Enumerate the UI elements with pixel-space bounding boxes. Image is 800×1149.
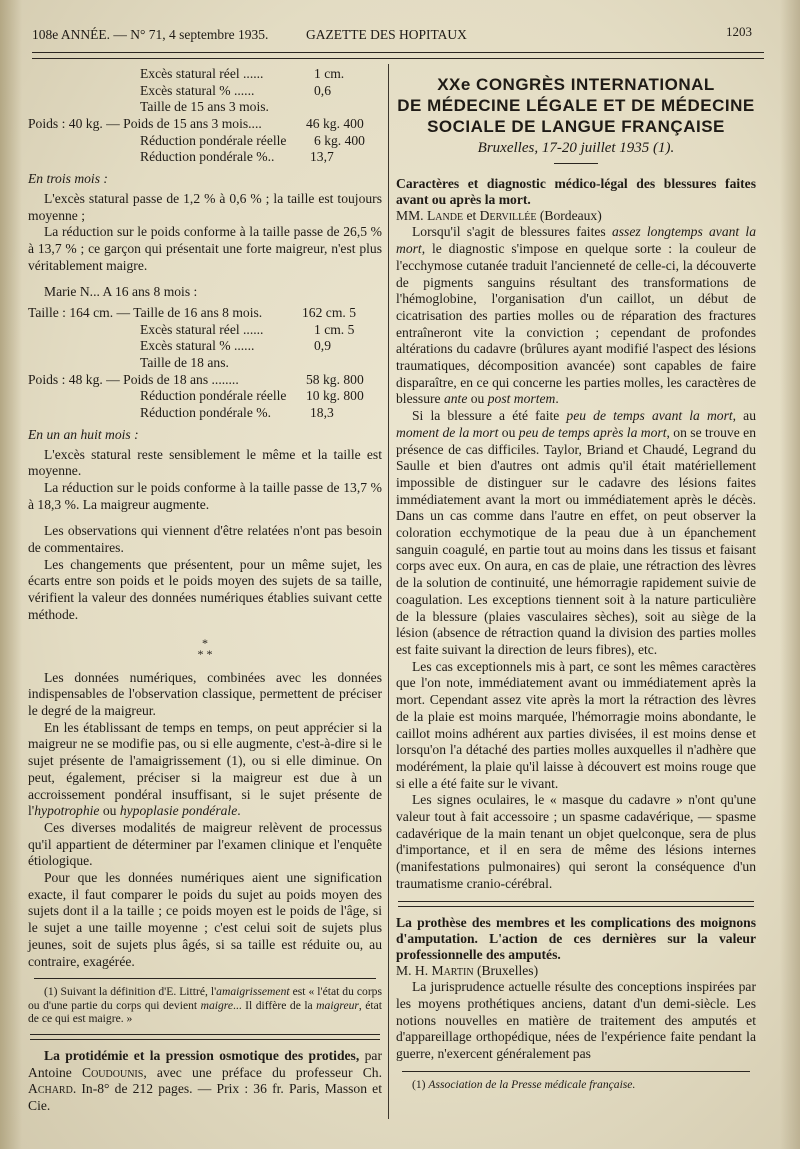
measure-row — [28, 338, 382, 355]
congress-title-1: XXe CONGRÈS INTERNATIONAL — [437, 75, 715, 94]
text-run: , avec une préface du professeur Ch. — [143, 1064, 382, 1080]
paragraph: Ces diverses modalités de maigreur relèvent de processus qu'il appartient de déterminer par l'examen clinique et l'enquête étiologique. — [28, 819, 382, 869]
footnote — [396, 1078, 756, 1092]
measure-label: Taille de 15 ans 3 mois. — [140, 99, 269, 115]
measure-value: 18,3 — [310, 405, 334, 421]
text-run: , au — [732, 408, 756, 424]
congress-title-2: DE MÉDECINE LÉGALE ET DE MÉDECINE — [397, 96, 755, 115]
footnote-rule — [34, 978, 376, 979]
measure-label: Réduction pondérale réelle — [140, 132, 287, 148]
measure-label: Taille : 164 cm. — Taille de 16 ans 8 mois. — [28, 305, 263, 321]
paragraph: La réduction sur le poids conforme à la taille passe de 26,5 % à 13,7 % ; ce garçon qui présentait une forte maigreur, n'est plus véritablement maigre. — [28, 224, 382, 273]
text-run: est « l'état du corps ou d'une partie du corps qui devient — [28, 985, 382, 1012]
article-authors — [396, 208, 756, 225]
measure-value: 46 kg. 400 — [306, 116, 364, 132]
measure-row — [28, 405, 382, 422]
paragraph: La réduction sur le poids conforme à la taille passe de 13,7 % à 18,3 %. La maigreur augmente. — [28, 479, 382, 512]
text-run: assez longtemps avant la mort — [396, 224, 757, 257]
measure-row — [28, 99, 382, 116]
measure-value: 58 kg. 800 — [306, 371, 364, 387]
preface-author: Achard — [28, 1081, 73, 1097]
text-run: . — [555, 391, 559, 407]
paragraph: Les changements que présentent, pour un même sujet, les écarts entre son poids et le poids moyen des sujets de sa taille, vérifient la valeur des données numériques établies suivant cette méthode. — [28, 556, 382, 622]
short-rule — [554, 163, 598, 164]
text-run: post mortem — [487, 391, 556, 407]
author-name: Martin — [431, 962, 474, 978]
text-run: , on se trouve en présence de cas difficiles. Taylor, Briand et Chaudé, Legrand du Saulle et bien d'autres ont admis qu'il était matériellement impossible de distinguer sur le cadavre des lésions faites immédiatement avant la mort ou immédiatement après le décès. Dans un cas comme dans l'autre en effet, on peut observer la coloration ecchymotique de la peau due à un épanchement sanguin coagulé, en partie tout au moins dans les tissus et faisant corps avec eux. On aura, en cas de plaie, une rétraction des lèvres de la solution de continuité, une hémorragie rapidement suivie de coagulation. Les exceptions tiennent soit à la nature particulière de la blessure (plaies vasculaires sèches), soit au siège de la lésion (absence de rétraction quand la division des parties molles est faite suivant la direction de leurs fibres), etc. — [396, 424, 757, 657]
text-run: hypotrophie — [34, 803, 100, 819]
measure-row — [28, 116, 382, 133]
text-run: maigre — [200, 998, 234, 1012]
measure-row — [28, 149, 382, 166]
measure-row — [28, 388, 382, 405]
measure-row — [28, 305, 382, 322]
text-run: ou — [99, 803, 120, 819]
text-run: . In-8° de 212 pages. — Prix : 36 fr. Paris, Masson et Cie. — [28, 1081, 382, 1114]
article-authors — [396, 963, 756, 980]
paragraph — [28, 720, 382, 820]
text-run: , le diagnostic s'impose en quelque sorte : la couleur de l'ecchymose cutanée traduit l'ancienneté de celle-ci, la découverte de pigments sanguins résultant des transformations de l'hémoglobine, l'organisation d'un caillot, un début de cicatrisation des parties molles ou de réparation des fractures entraîneront vite la conviction ; cependant de profondes altérations du cadavre (brûlures ayant modifié l'aspect des lésions traumatiques, décomposition avancée) sont capables de faire disparaître, en ce qui concerne les parties molles, les caractères de blessure — [396, 241, 756, 407]
section-rule — [30, 1034, 380, 1040]
measure-value: 0,9 — [314, 338, 331, 354]
right-column — [396, 66, 756, 1091]
text-run: Lorsqu'il s'agit de blessures faites — [412, 224, 612, 240]
text-run: ante — [443, 391, 468, 407]
section-stars: * * * — [197, 635, 213, 661]
article-title: La prothèse des membres et les complications des moignons d'amputation. L'action de ces dernières sur la valeur professionnelle des amputés. — [396, 914, 756, 962]
measure-value: 10 kg. 800 — [306, 388, 364, 404]
book-author: Coudounis — [82, 1064, 144, 1080]
measure-row — [28, 322, 382, 339]
text-run: (1) Suivant la définition d'E. Littré, l' — [44, 985, 217, 999]
header-rule — [32, 52, 764, 59]
paragraph: L'excès statural passe de 1,2 % à 0,6 % ; la taille est toujours moyenne ; — [28, 190, 382, 223]
paragraph — [396, 224, 756, 408]
measure-value: 13,7 — [310, 149, 334, 165]
running-header — [32, 22, 756, 44]
author-name: Lande — [426, 207, 464, 223]
measure-label: Excès statural % ...... — [140, 82, 255, 98]
paragraph: Les signes oculaires, le « masque du cadavre » n'ont qu'une valeur tout à fait accessoire ; un spasme cadavérique, — spasme cadavérique de la main tenant un objet quelconque, sera de plus d'importance, et il en sera de même des lésions internes (manifestations pulmonaires) qui seront la conséquence d'un traumatisme cranio-cérébral. — [396, 792, 756, 891]
text-run: maigreur — [316, 998, 359, 1012]
measure-value: 6 kg. 400 — [314, 132, 365, 148]
footnote-rule — [402, 1071, 750, 1072]
text-run: (Bordeaux) — [536, 207, 602, 223]
page-number: 1203 — [726, 24, 752, 39]
text-run: M. H. — [396, 962, 432, 978]
footnote — [28, 985, 382, 1026]
column-rule — [388, 64, 389, 1119]
paragraph: La jurisprudence actuelle résulte des conceptions inspirées par les moyens prothétiques anciens, datant d'un demi-siècle. Les notions nouvelles en matière de traitement des amputés et d'appareillage orthopédique, nées de l'expérience faite pendant la guerre, n'exercent généralement pas — [396, 979, 756, 1062]
text-run: hypoplasie pondérale — [119, 803, 238, 819]
text-run: En les établissant de temps en temps, on peut apprécier si la maigreur ne se modifie pas, ou si elle augmente, c'est-à-dire si le sujet présente de l'amaigrissement (1), ou si elle diminue. On peut, également, préciser si la maigreur est due à un accroissement pondéral insuffisant, si le sujet présente de l' — [28, 719, 382, 819]
text-run: (Bruxelles) — [473, 962, 539, 978]
measure-label: Réduction pondérale %. — [140, 405, 271, 421]
text-run: . — [237, 803, 241, 819]
measure-label: Excès statural réel ...... — [140, 321, 264, 337]
paragraph: Les données numériques, combinées avec les données indispensables de l'observation classique, permettent de préciser le degré de la maigreur. — [28, 669, 382, 718]
text-run: peu de temps avant la mort — [566, 408, 733, 424]
book-title: La protidémie et la pression osmotique des protides, — [44, 1048, 360, 1064]
measure-label: Poids : 40 kg. — Poids de 15 ans 3 mois.... — [28, 116, 262, 132]
measure-label: Poids : 48 kg. — Poids de 18 ans ........ — [28, 371, 239, 387]
measure-row — [28, 66, 382, 83]
article-title: Caractères et diagnostic médico-légal des blessures faites avant ou après la mort. — [396, 175, 756, 207]
text-run: amaigrissement — [216, 985, 290, 999]
subheading: En un an huit mois : — [28, 426, 139, 442]
text-run: Association de la Presse médicale française. — [428, 1077, 636, 1091]
text-run: (1) — [412, 1077, 429, 1091]
issue-info: 108e ANNÉE. — N° 71, 4 septembre 1935. — [32, 27, 269, 42]
paragraph: Pour que les données numériques aient une signification exacte, il faut comparer le poids du sujet au poids moyen des sujets dont il a la taille ; ce poids moyen est le poids de l'âge, si le sujet a une taille moyenne ; c'est celui soit de sujets plus jeunes, soit de sujets plus âgés, si sa taille est réduite ou, au contraire, exagérée. — [28, 870, 382, 969]
text-run: ou — [498, 424, 519, 440]
paragraph: Les observations qui viennent d'être relatées n'ont pas besoin de commentaires. — [28, 523, 382, 556]
measure-row — [28, 372, 382, 389]
measure-value: 162 cm. 5 — [302, 305, 356, 321]
subheading: En trois mois : — [28, 171, 108, 187]
case-heading: Marie N... A 16 ans 8 mois : — [44, 284, 198, 300]
text-run: et — [463, 207, 480, 223]
text-run: moment de la mort — [396, 424, 499, 440]
left-column — [28, 66, 382, 1115]
measure-value: 1 cm. 5 — [314, 321, 355, 337]
measure-row — [28, 83, 382, 100]
congress-title-3: SOCIALE DE LANGUE FRANÇAISE — [427, 117, 725, 136]
text-run: par Antoine — [28, 1048, 382, 1080]
measure-label: Taille de 18 ans. — [140, 355, 229, 371]
text-run: ... Il diffère de la — [233, 998, 317, 1012]
text-run: Si la blessure a été faite — [412, 408, 567, 424]
author-name: Dervillée — [479, 207, 537, 223]
measure-label: Réduction pondérale %.. — [140, 149, 275, 165]
paragraph — [396, 408, 756, 659]
measure-row — [28, 355, 382, 372]
congress-place-date: Bruxelles, 17-20 juillet 1935 (1). — [477, 140, 675, 156]
book-review — [28, 1048, 382, 1115]
text-run: ou — [467, 391, 488, 407]
measure-row — [28, 133, 382, 150]
measure-value: 1 cm. — [314, 66, 345, 81]
section-rule — [398, 901, 754, 907]
measure-label: Excès statural % ...... — [140, 338, 255, 354]
journal-title: GAZETTE DES HOPITAUX — [306, 27, 467, 42]
paragraph: Les cas exceptionnels mis à part, ce sont les mêmes caractères que l'on note, immédiatement avant ou immédiatement après la mort. Cependant assez vite après la mort la rétraction des lèvres de la plaie est moins marquée, l'hémorragie moins abondante, le caillot moins adhérent aux parties divisées, il est moins dense et lorsqu'on l'a détaché des parties molles auxquelles il n'adhère que modérément, la plaie qu'il laisse à découvert est moins rouge que si elle a été faite sur le vivant. — [396, 658, 756, 791]
measure-label: Réduction pondérale réelle — [140, 388, 287, 404]
measure-value: 0,6 — [314, 82, 331, 98]
text-run: MM. — [396, 207, 427, 223]
paragraph: L'excès statural reste sensiblement le même et la taille est moyenne. — [28, 446, 382, 479]
text-run: , état de ce qui est maigre. » — [28, 998, 383, 1026]
measure-label: Excès statural réel ...... — [140, 66, 264, 81]
text-run: peu de temps après la mort — [518, 424, 667, 440]
